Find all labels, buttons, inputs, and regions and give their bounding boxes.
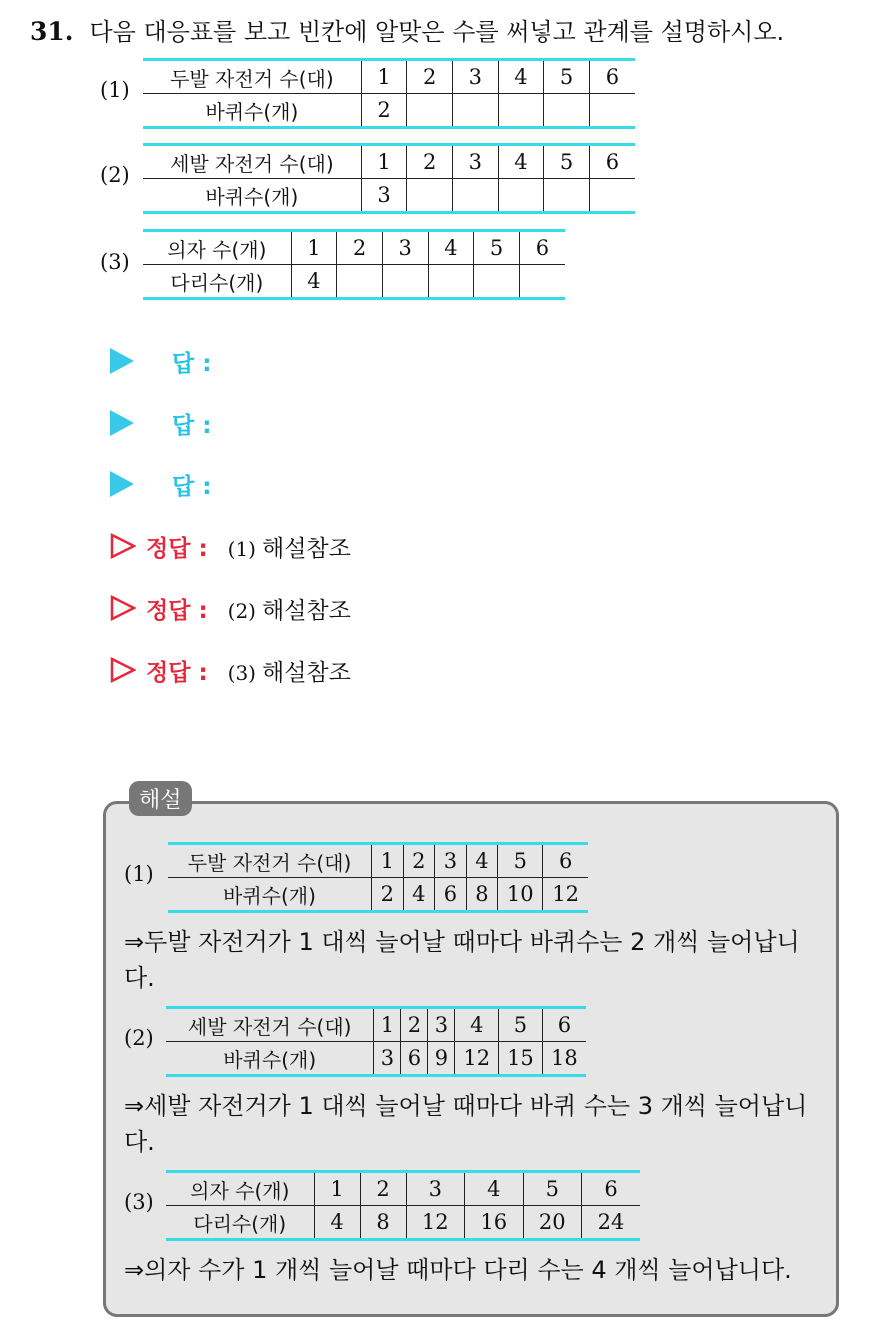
table-cell: 3: [361, 179, 407, 213]
table-cell: 6: [589, 60, 635, 94]
table-header: 의자 수(개): [143, 231, 291, 265]
table-cell: 2: [403, 844, 435, 878]
answer-key-part: (1): [227, 536, 256, 561]
table-cell: 3: [452, 145, 498, 179]
blank-cell[interactable]: [337, 265, 383, 299]
blank-cell[interactable]: [544, 94, 590, 128]
table-cell: 2: [401, 1008, 428, 1042]
blank-cell[interactable]: [407, 179, 453, 213]
table-cell: 4: [465, 1172, 524, 1206]
table-cell: 9: [428, 1042, 455, 1076]
blank-cell[interactable]: [589, 179, 635, 213]
exp-table-2-label: (2): [124, 1026, 154, 1050]
table-cell: 5: [499, 1008, 543, 1042]
table-cell: 4: [428, 231, 474, 265]
table-cell: 10: [498, 878, 543, 912]
table-header: 다리수(개): [166, 1206, 314, 1240]
table-cell: 6: [542, 1008, 586, 1042]
outline-triangle-icon: [110, 657, 136, 683]
table-cell: 20: [523, 1206, 582, 1240]
table-cell: 12: [455, 1042, 499, 1076]
table-cell: 1: [291, 231, 337, 265]
table-cell: 3: [374, 1042, 401, 1076]
play-triangle-icon: [110, 471, 134, 497]
table-cell: 5: [498, 844, 543, 878]
problem-table-2: [143, 143, 635, 214]
table-cell: 6: [589, 145, 635, 179]
table-cell: 2: [407, 60, 453, 94]
table-header: 바퀴수(개): [166, 1042, 374, 1076]
answer-key-1: [110, 530, 351, 562]
answer-key-part: (3): [227, 660, 256, 685]
table-cell: 12: [406, 1206, 465, 1240]
blank-cell[interactable]: [544, 179, 590, 213]
answer-key-label: 정답 :: [146, 597, 208, 624]
table-1-label: (1): [100, 78, 130, 102]
table-cell: 2: [337, 231, 383, 265]
table-cell: 2: [407, 145, 453, 179]
table-cell: 2: [371, 878, 403, 912]
answer-label: 답 :: [172, 412, 212, 439]
answer-label: 답 :: [172, 350, 212, 377]
table-header: 바퀴수(개): [143, 94, 361, 128]
table-cell: 6: [435, 878, 467, 912]
question-text: 다음 대응표를 보고 빈칸에 알맞은 수를 써넣고 관계를 설명하시오.: [89, 18, 785, 46]
table-header: 바퀴수(개): [143, 179, 361, 213]
blank-cell[interactable]: [498, 94, 544, 128]
table-cell: 1: [314, 1172, 360, 1206]
table-cell: 4: [403, 878, 435, 912]
blank-cell[interactable]: [498, 179, 544, 213]
table-cell: 1: [371, 844, 403, 878]
outline-triangle-icon: [110, 533, 136, 559]
table-cell: 1: [361, 145, 407, 179]
table-cell: 24: [582, 1206, 641, 1240]
table-cell: 6: [519, 231, 565, 265]
blank-cell[interactable]: [428, 265, 474, 299]
question-number: 31.: [30, 17, 74, 46]
question-title: [30, 12, 784, 47]
blank-cell[interactable]: [382, 265, 428, 299]
table-cell: 12: [543, 878, 588, 912]
explanation-sentence-1: ⇒두발 자전거가 1 대씩 늘어날 때마다 바퀴수는 2 개씩 늘어납니다.: [124, 928, 800, 992]
table-3-label: (3): [100, 250, 130, 274]
table-cell: 1: [374, 1008, 401, 1042]
table-cell: 6: [582, 1172, 641, 1206]
table-cell: 2: [360, 1172, 406, 1206]
table-header: 의자 수(개): [166, 1172, 314, 1206]
answer-key-part: (2): [227, 598, 256, 623]
outline-triangle-icon: [110, 595, 136, 621]
table-cell: 4: [498, 145, 544, 179]
answer-line-3[interactable]: [110, 469, 211, 499]
table-cell: 4: [314, 1206, 360, 1240]
table-cell: 4: [466, 844, 498, 878]
explanation-sentence-2: ⇒세발 자전거가 1 대씩 늘어날 때마다 바퀴 수는 3 개씩 늘어납니다.: [124, 1092, 808, 1156]
blank-cell[interactable]: [589, 94, 635, 128]
blank-cell[interactable]: [452, 179, 498, 213]
play-triangle-icon: [110, 348, 134, 374]
table-cell: 5: [523, 1172, 582, 1206]
table-header: 두발 자전거 수(대): [168, 844, 371, 878]
table-cell: 3: [435, 844, 467, 878]
table-cell: 8: [360, 1206, 406, 1240]
blank-cell[interactable]: [452, 94, 498, 128]
answer-label: 답 :: [172, 473, 212, 500]
table-cell: 5: [544, 145, 590, 179]
table-cell: 6: [543, 844, 588, 878]
table-cell: 8: [466, 878, 498, 912]
table-cell: 4: [455, 1008, 499, 1042]
exp-table-1-label: (1): [124, 862, 154, 886]
table-header: 바퀴수(개): [168, 878, 371, 912]
explanation-table-2: [166, 1006, 586, 1077]
explanation-sentence-3: ⇒의자 수가 1 개씩 늘어날 때마다 다리 수는 4 개씩 늘어납니다.: [124, 1256, 792, 1284]
table-header: 두발 자전거 수(대): [143, 60, 361, 94]
table-cell: 18: [542, 1042, 586, 1076]
answer-line-1[interactable]: [110, 346, 211, 376]
problem-table-3: [143, 229, 565, 300]
table-cell: 16: [465, 1206, 524, 1240]
exp-table-3-label: (3): [124, 1190, 154, 1214]
blank-cell[interactable]: [474, 265, 520, 299]
table-cell: 4: [291, 265, 337, 299]
table-2-label: (2): [100, 163, 130, 187]
answer-line-2[interactable]: [110, 408, 211, 438]
answer-key-value: 해설참조: [262, 535, 351, 562]
answer-key-2: [110, 592, 351, 624]
answer-key-label: 정답 :: [146, 659, 208, 686]
answer-key-value: 해설참조: [262, 659, 351, 686]
blank-cell[interactable]: [519, 265, 565, 299]
play-triangle-icon: [110, 410, 134, 436]
table-header: 다리수(개): [143, 265, 291, 299]
answer-key-value: 해설참조: [262, 597, 351, 624]
problem-table-1: [143, 58, 635, 129]
answer-key-3: [110, 654, 351, 686]
table-cell: 2: [361, 94, 407, 128]
explanation-table-3: [166, 1170, 640, 1241]
table-cell: 3: [406, 1172, 465, 1206]
table-cell: 1: [361, 60, 407, 94]
table-header: 세발 자전거 수(대): [166, 1008, 374, 1042]
table-cell: 5: [474, 231, 520, 265]
answer-key-label: 정답 :: [146, 535, 208, 562]
table-cell: 6: [401, 1042, 428, 1076]
table-cell: 5: [544, 60, 590, 94]
explanation-table-1: [168, 842, 588, 913]
table-header: 세발 자전거 수(대): [143, 145, 361, 179]
blank-cell[interactable]: [407, 94, 453, 128]
table-cell: 4: [498, 60, 544, 94]
table-cell: 3: [428, 1008, 455, 1042]
table-cell: 3: [452, 60, 498, 94]
table-cell: 3: [382, 231, 428, 265]
table-cell: 15: [499, 1042, 543, 1076]
explanation-tag: 해설: [129, 781, 192, 816]
